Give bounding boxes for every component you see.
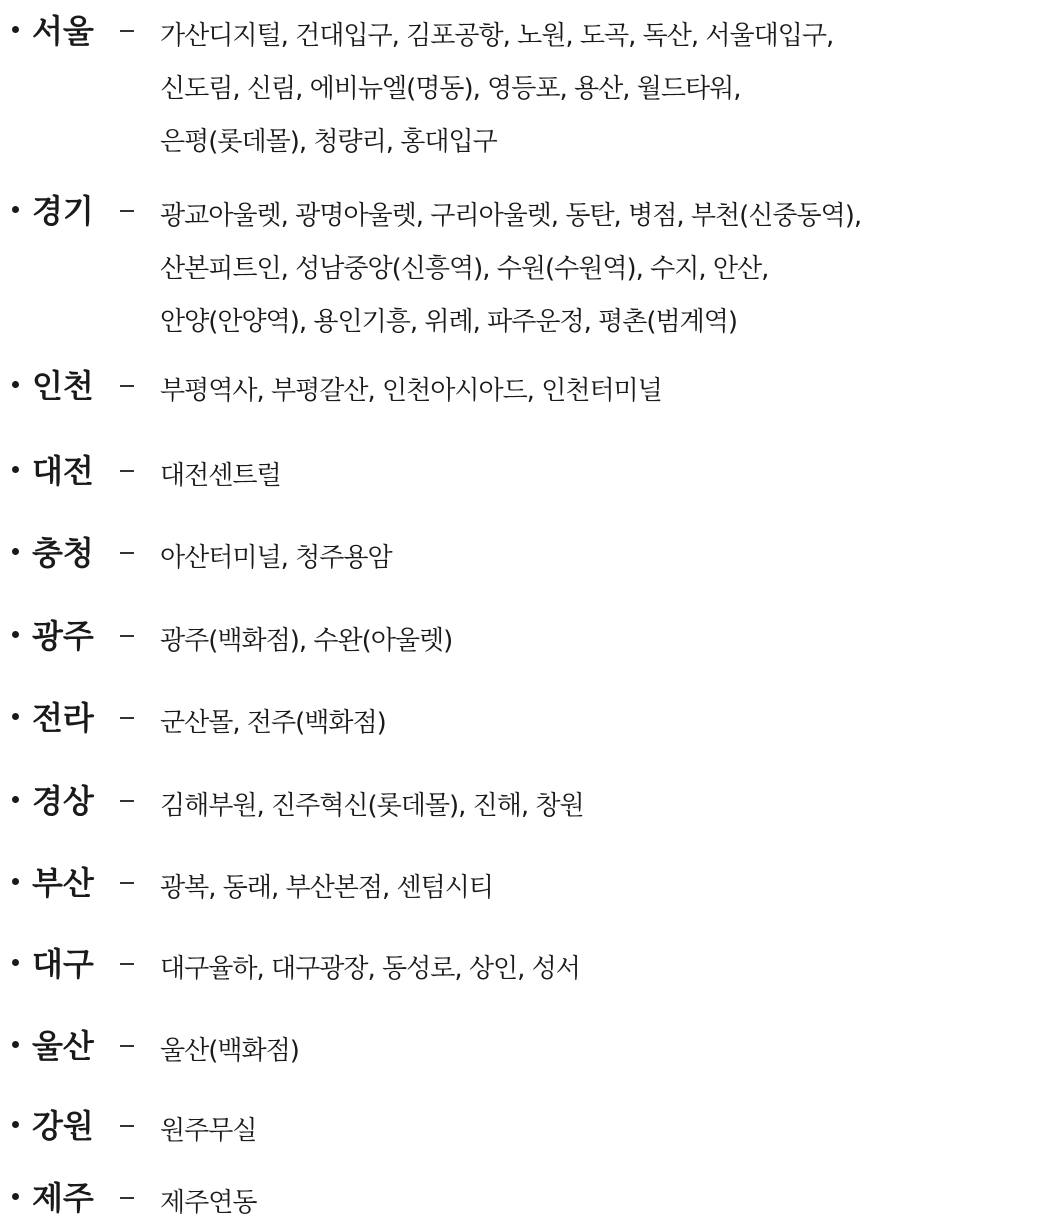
branch-line: 군산몰, 전주(백화점) xyxy=(160,708,386,738)
bullet-dot xyxy=(12,796,19,803)
bullet-dot xyxy=(12,1193,19,1200)
branch-line: 원주무실 xyxy=(160,1116,257,1146)
region-name: 대구 xyxy=(32,945,94,983)
dash-separator xyxy=(120,1197,134,1199)
branch-line: 김해부원, 진주혁신(롯데몰), 진해, 창원 xyxy=(160,791,584,821)
branch-list xyxy=(160,10,1040,169)
branch-list xyxy=(160,1177,1040,1230)
branch-line: 광주(백화점), 수완(아울렛) xyxy=(160,626,453,656)
branch-line: 대구율하, 대구광장, 동성로, 상인, 성서 xyxy=(160,954,580,984)
branch-list xyxy=(160,532,1040,585)
dash-separator xyxy=(120,1045,134,1047)
branch-line: 부평역사, 부평갈산, 인천아시아드, 인천터미널 xyxy=(160,376,662,406)
dash-separator xyxy=(120,800,134,802)
branch-line: 안양(안양역), 용인기흥, 위례, 파주운정, 평촌(범계역) xyxy=(160,307,738,337)
branch-line: 대전센트럴 xyxy=(160,461,281,491)
region-name: 전라 xyxy=(32,699,94,737)
dash-separator xyxy=(120,210,134,212)
region-name: 제주 xyxy=(32,1179,94,1217)
branch-list xyxy=(160,190,1040,349)
region-name: 울산 xyxy=(32,1027,94,1065)
dash-separator xyxy=(120,470,134,472)
region-name: 부산 xyxy=(32,864,94,902)
dash-separator xyxy=(120,552,134,554)
dash-separator xyxy=(120,882,134,884)
bullet-dot xyxy=(12,713,19,720)
bullet-dot xyxy=(12,1041,19,1048)
branch-list xyxy=(160,450,1040,503)
branch-list xyxy=(160,697,1040,750)
region-name: 인천 xyxy=(32,367,94,405)
region-name: 경기 xyxy=(32,192,94,230)
bullet-dot xyxy=(12,1121,19,1128)
dash-separator xyxy=(120,1125,134,1127)
bullet-dot xyxy=(12,206,19,213)
bullet-dot xyxy=(12,959,19,966)
region-name: 강원 xyxy=(32,1107,94,1145)
branch-line: 가산디지털, 건대입구, 김포공항, 노원, 도곡, 독산, 서울대입구, xyxy=(160,21,834,51)
branch-list xyxy=(160,1025,1040,1078)
dash-separator xyxy=(120,963,134,965)
dash-separator xyxy=(120,385,134,387)
bullet-dot xyxy=(12,878,19,885)
branch-list xyxy=(160,862,1040,915)
branch-line: 광교아울렛, 광명아울렛, 구리아울렛, 동탄, 병점, 부천(신중동역), xyxy=(160,201,862,231)
branch-line: 제주연동 xyxy=(160,1188,257,1218)
branch-line: 은평(롯데몰), 청량리, 홍대입구 xyxy=(160,127,497,157)
bullet-dot xyxy=(12,466,19,473)
branch-line: 아산터미널, 청주용암 xyxy=(160,543,392,573)
dash-separator xyxy=(120,30,134,32)
dash-separator xyxy=(120,717,134,719)
region-name: 서울 xyxy=(32,12,94,50)
branch-line: 산본피트인, 성남중앙(신흥역), 수원(수원역), 수지, 안산, xyxy=(160,254,769,284)
bullet-dot xyxy=(12,548,19,555)
branch-list xyxy=(160,780,1040,833)
branch-list xyxy=(160,365,1040,418)
region-name: 대전 xyxy=(32,452,94,490)
region-name: 광주 xyxy=(32,617,94,655)
branch-line: 울산(백화점) xyxy=(160,1036,299,1066)
branch-line: 신도림, 신림, 에비뉴엘(명동), 영등포, 용산, 월드타워, xyxy=(160,74,741,104)
region-name: 충청 xyxy=(32,534,94,572)
bullet-dot xyxy=(12,381,19,388)
bullet-dot xyxy=(12,631,19,638)
branch-line: 광복, 동래, 부산본점, 센텀시티 xyxy=(160,873,493,903)
bullet-dot xyxy=(12,26,19,33)
branch-list xyxy=(160,615,1040,668)
branch-list xyxy=(160,1105,1040,1158)
dash-separator xyxy=(120,635,134,637)
region-name: 경상 xyxy=(32,782,94,820)
branch-list xyxy=(160,943,1040,996)
